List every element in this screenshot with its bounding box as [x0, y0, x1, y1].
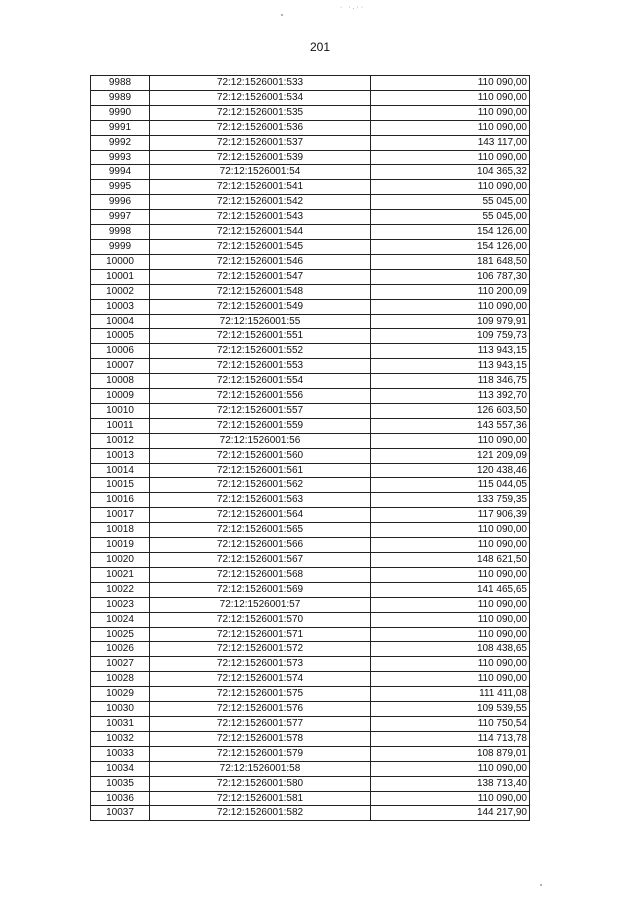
- cadastral-value-cell: 181 648,50: [371, 254, 530, 269]
- cadastral-number-cell: 72:12:1526001:536: [150, 120, 371, 135]
- row-number-cell: 10031: [91, 716, 150, 731]
- cadastral-number-cell: 72:12:1526001:570: [150, 612, 371, 627]
- table-row: [91, 299, 530, 314]
- cadastral-value-cell: 110 090,00: [371, 120, 530, 135]
- row-number-cell: 10037: [91, 806, 150, 821]
- table-row: [91, 359, 530, 374]
- cadastral-number-cell: 72:12:1526001:542: [150, 195, 371, 210]
- row-number-cell: 10011: [91, 418, 150, 433]
- cadastral-number-cell: 72:12:1526001:541: [150, 180, 371, 195]
- row-number-cell: 9992: [91, 135, 150, 150]
- cadastral-value-cell: 110 090,00: [371, 612, 530, 627]
- row-number-cell: 10032: [91, 731, 150, 746]
- cadastral-value-cell: 110 750,54: [371, 716, 530, 731]
- cadastral-number-cell: 72:12:1526001:537: [150, 135, 371, 150]
- row-number-cell: 10019: [91, 538, 150, 553]
- row-number-cell: 10023: [91, 597, 150, 612]
- table-body: [91, 76, 530, 821]
- row-number-cell: 9995: [91, 180, 150, 195]
- cadastral-value-cell: 113 943,15: [371, 344, 530, 359]
- table-row: [91, 508, 530, 523]
- cadastral-value-cell: 121 209,09: [371, 448, 530, 463]
- row-number-cell: 10027: [91, 657, 150, 672]
- cadastral-number-cell: 72:12:1526001:575: [150, 687, 371, 702]
- row-number-cell: 10016: [91, 493, 150, 508]
- cadastral-value-cell: 106 787,30: [371, 269, 530, 284]
- row-number-cell: 10002: [91, 284, 150, 299]
- cadastral-value-cell: 110 090,00: [371, 105, 530, 120]
- cadastral-number-cell: 72:12:1526001:545: [150, 239, 371, 254]
- table-row: [91, 672, 530, 687]
- cadastral-number-cell: 72:12:1526001:562: [150, 478, 371, 493]
- table-row: [91, 642, 530, 657]
- cadastral-number-cell: 72:12:1526001:543: [150, 210, 371, 225]
- cadastral-number-cell: 72:12:1526001:549: [150, 299, 371, 314]
- cadastral-number-cell: 72:12:1526001:569: [150, 582, 371, 597]
- cadastral-number-cell: 72:12:1526001:533: [150, 76, 371, 91]
- cadastral-number-cell: 72:12:1526001:546: [150, 254, 371, 269]
- table-row: [91, 105, 530, 120]
- table-row: [91, 716, 530, 731]
- cadastral-number-cell: 72:12:1526001:559: [150, 418, 371, 433]
- cadastral-value-cell: 118 346,75: [371, 374, 530, 389]
- cadastral-number-cell: 72:12:1526001:553: [150, 359, 371, 374]
- table-row: [91, 731, 530, 746]
- row-number-cell: 10015: [91, 478, 150, 493]
- row-number-cell: 9989: [91, 90, 150, 105]
- cadastral-number-cell: 72:12:1526001:556: [150, 389, 371, 404]
- row-number-cell: 10014: [91, 463, 150, 478]
- cadastral-number-cell: 72:12:1526001:574: [150, 672, 371, 687]
- row-number-cell: 10028: [91, 672, 150, 687]
- cadastral-number-cell: 72:12:1526001:534: [150, 90, 371, 105]
- table-row: [91, 180, 530, 195]
- row-number-cell: 10017: [91, 508, 150, 523]
- table-row: [91, 403, 530, 418]
- row-number-cell: 9990: [91, 105, 150, 120]
- cadastral-value-cell: 110 090,00: [371, 150, 530, 165]
- row-number-cell: 10010: [91, 403, 150, 418]
- cadastral-value-cell: 113 392,70: [371, 389, 530, 404]
- table-row: [91, 314, 530, 329]
- row-number-cell: 10030: [91, 702, 150, 717]
- table-row: [91, 493, 530, 508]
- table-row: [91, 627, 530, 642]
- table-row: [91, 791, 530, 806]
- cadastral-number-cell: 72:12:1526001:539: [150, 150, 371, 165]
- cadastral-number-cell: 72:12:1526001:561: [150, 463, 371, 478]
- page-number: 201: [309, 40, 331, 54]
- cadastral-value-cell: 109 759,73: [371, 329, 530, 344]
- table-row: [91, 150, 530, 165]
- table-row: [91, 76, 530, 91]
- cadastral-number-cell: 72:12:1526001:552: [150, 344, 371, 359]
- cadastral-number-cell: 72:12:1526001:576: [150, 702, 371, 717]
- cadastral-value-cell: 154 126,00: [371, 239, 530, 254]
- cadastral-number-cell: 72:12:1526001:58: [150, 761, 371, 776]
- row-number-cell: 10034: [91, 761, 150, 776]
- row-number-cell: 10006: [91, 344, 150, 359]
- row-number-cell: 10005: [91, 329, 150, 344]
- table-row: [91, 553, 530, 568]
- cadastral-value-table: [90, 75, 530, 821]
- row-number-cell: 10029: [91, 687, 150, 702]
- row-number-cell: 9994: [91, 165, 150, 180]
- table-row: [91, 389, 530, 404]
- table-row: [91, 478, 530, 493]
- cadastral-value-cell: 104 365,32: [371, 165, 530, 180]
- row-number-cell: 10018: [91, 523, 150, 538]
- cadastral-number-cell: 72:12:1526001:54: [150, 165, 371, 180]
- table-row: [91, 225, 530, 240]
- row-number-cell: 9996: [91, 195, 150, 210]
- cadastral-number-cell: 72:12:1526001:56: [150, 433, 371, 448]
- cadastral-value-cell: 110 090,00: [371, 180, 530, 195]
- table-row: [91, 433, 530, 448]
- cadastral-number-cell: 72:12:1526001:571: [150, 627, 371, 642]
- cadastral-number-cell: 72:12:1526001:535: [150, 105, 371, 120]
- table-row: [91, 582, 530, 597]
- table-row: [91, 657, 530, 672]
- row-number-cell: 9999: [91, 239, 150, 254]
- cadastral-value-cell: 138 713,40: [371, 776, 530, 791]
- cadastral-value-cell: 110 200,09: [371, 284, 530, 299]
- cadastral-value-cell: 55 045,00: [371, 195, 530, 210]
- row-number-cell: 9991: [91, 120, 150, 135]
- row-number-cell: 10003: [91, 299, 150, 314]
- cadastral-value-cell: 55 045,00: [371, 210, 530, 225]
- cadastral-number-cell: 72:12:1526001:578: [150, 731, 371, 746]
- scan-dot-top: [281, 14, 283, 16]
- table-row: [91, 597, 530, 612]
- cadastral-value-cell: 141 465,65: [371, 582, 530, 597]
- row-number-cell: 10021: [91, 567, 150, 582]
- cadastral-value-cell: 108 879,01: [371, 746, 530, 761]
- cadastral-value-cell: 110 090,00: [371, 299, 530, 314]
- table-row: [91, 538, 530, 553]
- table-row: [91, 195, 530, 210]
- cadastral-number-cell: 72:12:1526001:568: [150, 567, 371, 582]
- cadastral-value-cell: 110 090,00: [371, 791, 530, 806]
- row-number-cell: 9997: [91, 210, 150, 225]
- table-row: [91, 269, 530, 284]
- cadastral-number-cell: 72:12:1526001:566: [150, 538, 371, 553]
- cadastral-value-cell: 114 713,78: [371, 731, 530, 746]
- cadastral-number-cell: 72:12:1526001:563: [150, 493, 371, 508]
- table-row: [91, 374, 530, 389]
- cadastral-value-cell: 154 126,00: [371, 225, 530, 240]
- scan-artifact-mark: · ·.··: [340, 4, 366, 11]
- cadastral-number-cell: 72:12:1526001:548: [150, 284, 371, 299]
- cadastral-value-cell: 109 539,55: [371, 702, 530, 717]
- table-row: [91, 135, 530, 150]
- table-row: [91, 761, 530, 776]
- cadastral-number-cell: 72:12:1526001:582: [150, 806, 371, 821]
- row-number-cell: 10007: [91, 359, 150, 374]
- row-number-cell: 9993: [91, 150, 150, 165]
- table-row: [91, 523, 530, 538]
- cadastral-number-cell: 72:12:1526001:581: [150, 791, 371, 806]
- cadastral-number-cell: 72:12:1526001:577: [150, 716, 371, 731]
- cadastral-value-cell: 110 090,00: [371, 523, 530, 538]
- row-number-cell: 10000: [91, 254, 150, 269]
- cadastral-number-cell: 72:12:1526001:547: [150, 269, 371, 284]
- cadastral-value-cell: 148 621,50: [371, 553, 530, 568]
- cadastral-value-cell: 133 759,35: [371, 493, 530, 508]
- cadastral-number-cell: 72:12:1526001:573: [150, 657, 371, 672]
- table-row: [91, 165, 530, 180]
- cadastral-value-cell: 110 090,00: [371, 90, 530, 105]
- row-number-cell: 10020: [91, 553, 150, 568]
- table-row: [91, 210, 530, 225]
- scan-dot-bottom: [540, 884, 542, 886]
- cadastral-value-cell: 126 603,50: [371, 403, 530, 418]
- row-number-cell: 10024: [91, 612, 150, 627]
- cadastral-value-cell: 111 411,08: [371, 687, 530, 702]
- cadastral-number-cell: 72:12:1526001:567: [150, 553, 371, 568]
- cadastral-value-cell: 143 117,00: [371, 135, 530, 150]
- table-row: [91, 120, 530, 135]
- row-number-cell: 10035: [91, 776, 150, 791]
- row-number-cell: 9988: [91, 76, 150, 91]
- table-row: [91, 344, 530, 359]
- cadastral-number-cell: 72:12:1526001:564: [150, 508, 371, 523]
- table-row: [91, 746, 530, 761]
- cadastral-number-cell: 72:12:1526001:580: [150, 776, 371, 791]
- table-row: [91, 448, 530, 463]
- cadastral-value-cell: 110 090,00: [371, 761, 530, 776]
- cadastral-number-cell: 72:12:1526001:57: [150, 597, 371, 612]
- cadastral-value-cell: 110 090,00: [371, 627, 530, 642]
- table-row: [91, 702, 530, 717]
- cadastral-value-cell: 108 438,65: [371, 642, 530, 657]
- table-row: [91, 329, 530, 344]
- table-row: [91, 90, 530, 105]
- table-row: [91, 239, 530, 254]
- cadastral-value-cell: 117 906,39: [371, 508, 530, 523]
- cadastral-number-cell: 72:12:1526001:560: [150, 448, 371, 463]
- cadastral-value-cell: 110 090,00: [371, 538, 530, 553]
- cadastral-number-cell: 72:12:1526001:579: [150, 746, 371, 761]
- table-row: [91, 463, 530, 478]
- table-row: [91, 806, 530, 821]
- row-number-cell: 10026: [91, 642, 150, 657]
- table-row: [91, 612, 530, 627]
- row-number-cell: 10025: [91, 627, 150, 642]
- row-number-cell: 10033: [91, 746, 150, 761]
- cadastral-number-cell: 72:12:1526001:55: [150, 314, 371, 329]
- row-number-cell: 10036: [91, 791, 150, 806]
- cadastral-value-cell: 144 217,90: [371, 806, 530, 821]
- cadastral-number-cell: 72:12:1526001:544: [150, 225, 371, 240]
- table-row: [91, 418, 530, 433]
- cadastral-value-cell: 110 090,00: [371, 672, 530, 687]
- row-number-cell: 10001: [91, 269, 150, 284]
- row-number-cell: 10013: [91, 448, 150, 463]
- table-row: [91, 687, 530, 702]
- cadastral-value-cell: 113 943,15: [371, 359, 530, 374]
- cadastral-number-cell: 72:12:1526001:565: [150, 523, 371, 538]
- cadastral-value-cell: 110 090,00: [371, 567, 530, 582]
- cadastral-value-cell: 120 438,46: [371, 463, 530, 478]
- row-number-cell: 10012: [91, 433, 150, 448]
- cadastral-value-cell: 143 557,36: [371, 418, 530, 433]
- cadastral-value-cell: 115 044,05: [371, 478, 530, 493]
- cadastral-number-cell: 72:12:1526001:554: [150, 374, 371, 389]
- cadastral-number-cell: 72:12:1526001:572: [150, 642, 371, 657]
- cadastral-value-cell: 110 090,00: [371, 433, 530, 448]
- table-row: [91, 284, 530, 299]
- table-row: [91, 254, 530, 269]
- cadastral-value-cell: 109 979,91: [371, 314, 530, 329]
- row-number-cell: 10008: [91, 374, 150, 389]
- cadastral-value-cell: 110 090,00: [371, 597, 530, 612]
- row-number-cell: 10009: [91, 389, 150, 404]
- table-row: [91, 567, 530, 582]
- cadastral-number-cell: 72:12:1526001:551: [150, 329, 371, 344]
- table-row: [91, 776, 530, 791]
- row-number-cell: 10022: [91, 582, 150, 597]
- row-number-cell: 10004: [91, 314, 150, 329]
- cadastral-number-cell: 72:12:1526001:557: [150, 403, 371, 418]
- cadastral-value-cell: 110 090,00: [371, 657, 530, 672]
- cadastral-value-cell: 110 090,00: [371, 76, 530, 91]
- row-number-cell: 9998: [91, 225, 150, 240]
